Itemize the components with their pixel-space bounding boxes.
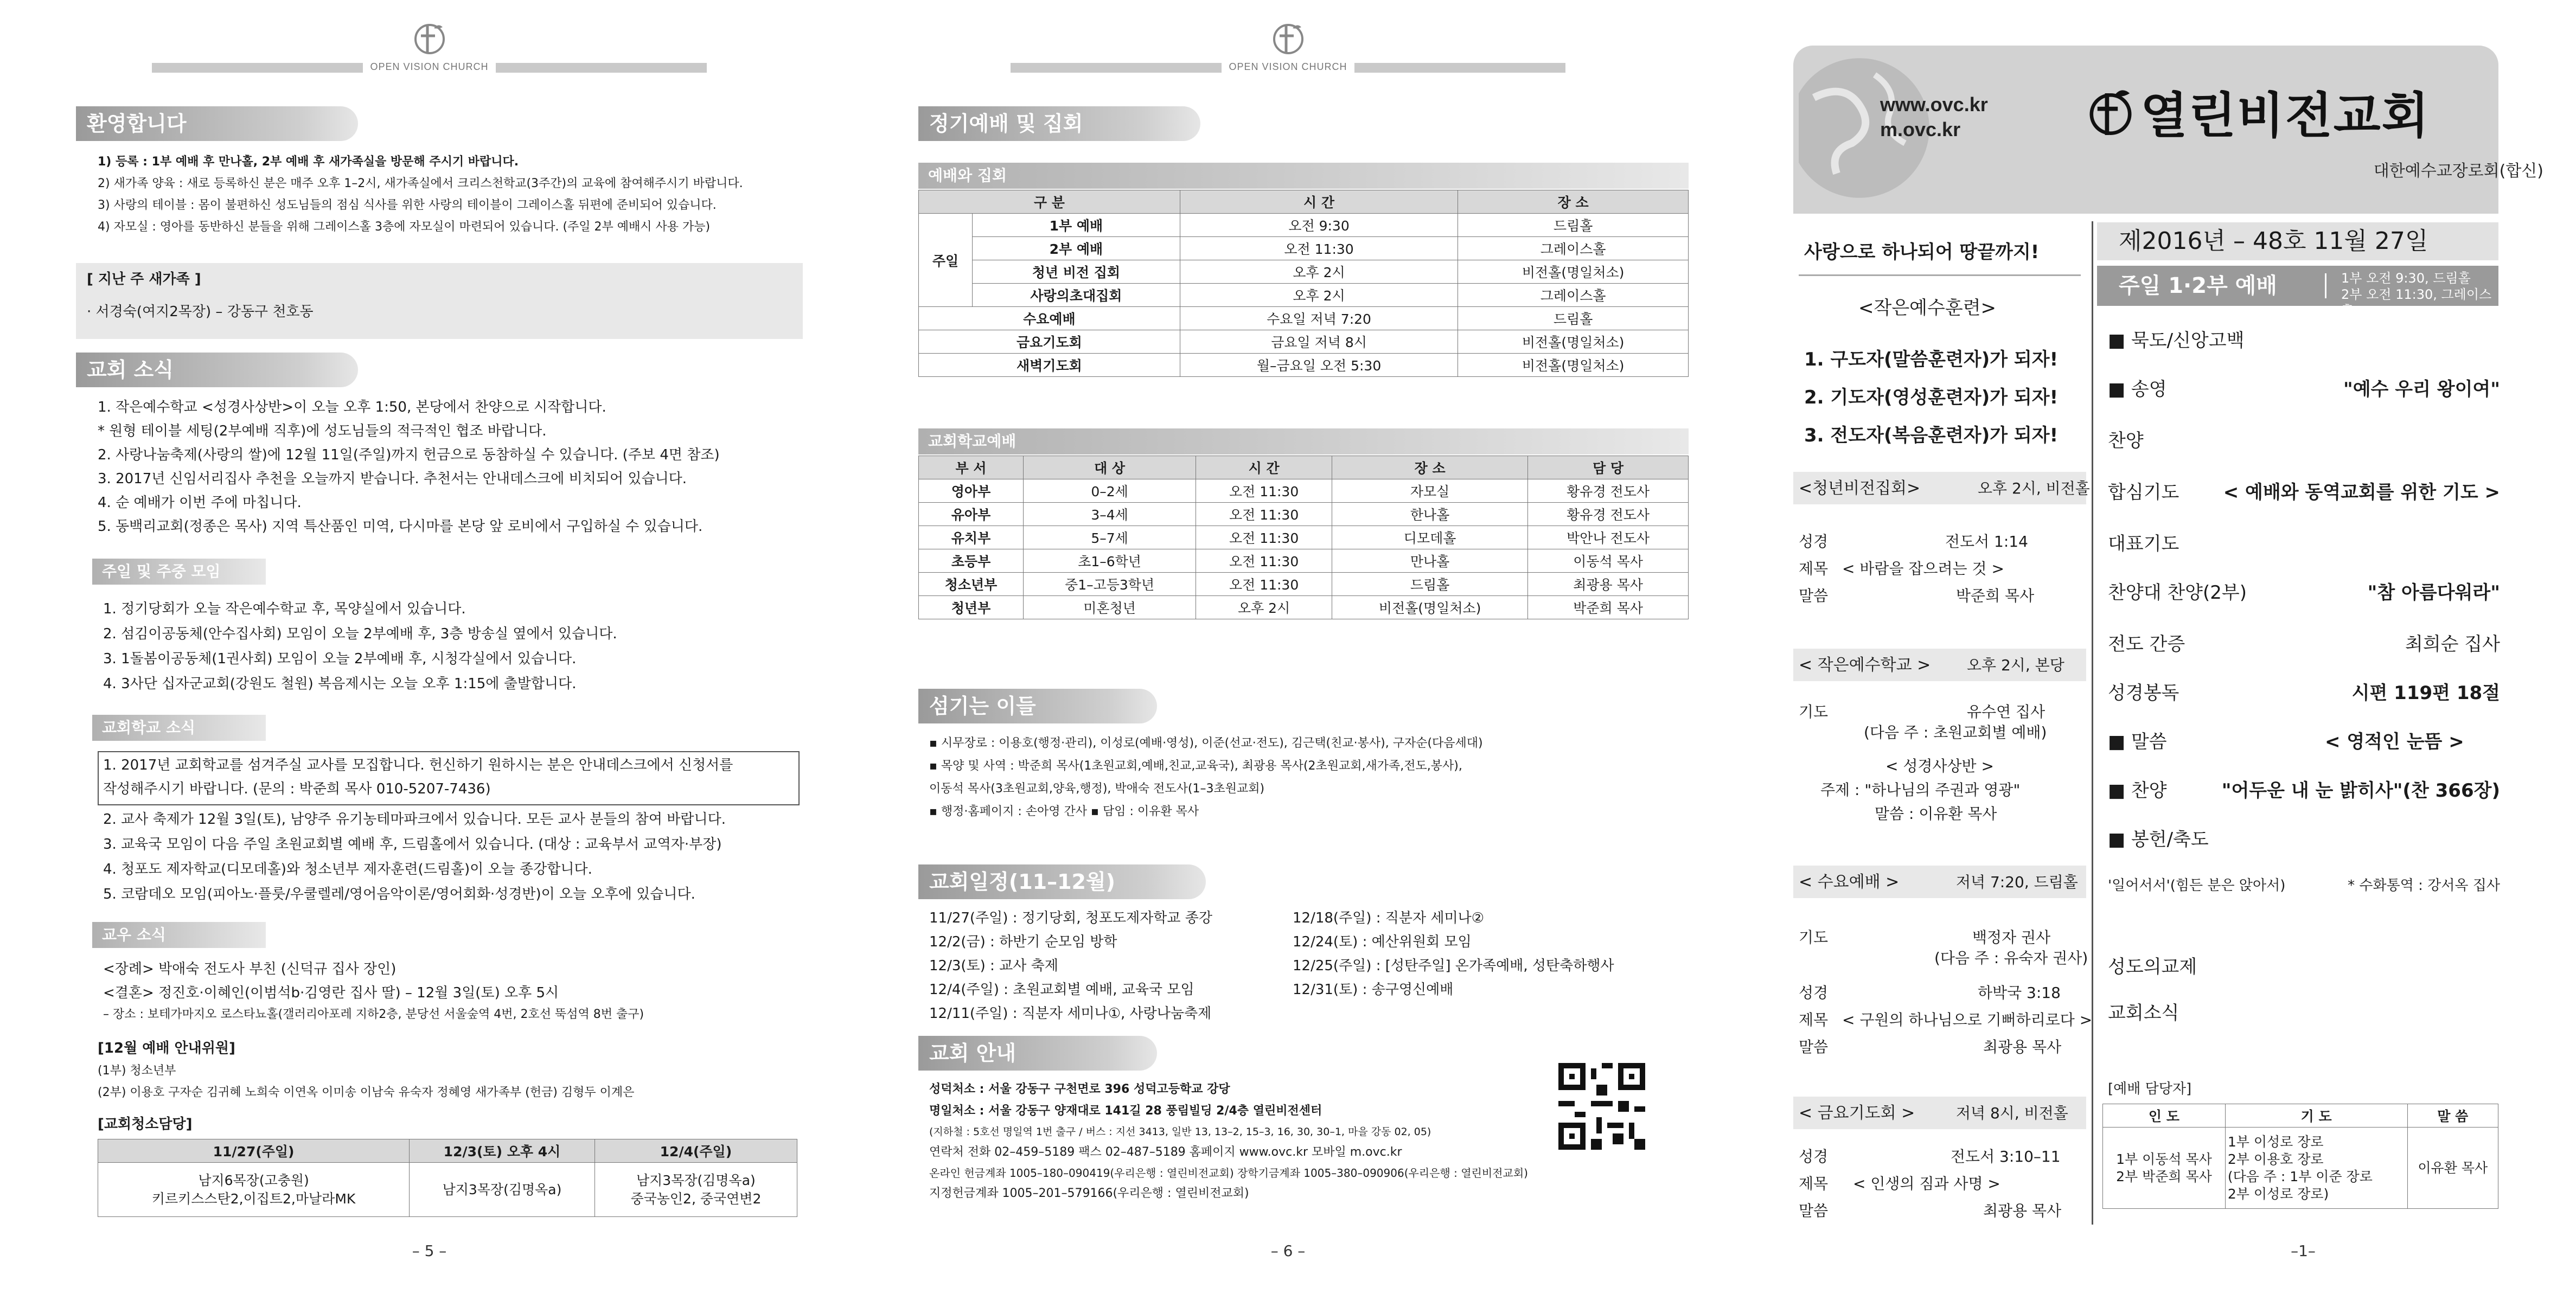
- order-value: "어두운 내 눈 밝히사"(찬 366장): [2221, 780, 2500, 802]
- ushers-title: [12월 예배 안내위원]: [98, 1040, 235, 1056]
- school-speaker: 말씀 : 이유환 목사: [1875, 805, 1997, 823]
- worship-cell: 수요예배: [919, 307, 1180, 330]
- cleaning-header: 12/3(토) 오후 4시: [410, 1139, 595, 1163]
- welcome-item: 4) 자모실 : 영아를 동반하신 분들을 위해 그레이스홀 3층에 자모실이 마련되어 있습니다. (주일 2부 예배시 사용 가능): [98, 220, 711, 234]
- worship-sub: 예배와 집회: [918, 163, 1689, 189]
- school-time: 오후 2시, 본당: [1967, 656, 2064, 674]
- order-label: 찬양대 찬양(2부): [2108, 582, 2247, 604]
- small-jesus-item: 3. 전도자(복음훈련자)가 되자!: [1804, 425, 2059, 446]
- schedule-item: 12/24(토) : 예산위원회 모임: [1293, 934, 1472, 950]
- news-item: 2. 사랑나눔축제(사랑의 쌀)에 12월 11일(주일)까지 헌금으로 동참하실 수 있습니다. (주보 4면 참조): [98, 447, 720, 463]
- welcome-item: 1) 등록 : 1부 예배 후 만나홀, 2부 예배 후 새가족실을 방문해 주시기 바랍니다.: [98, 155, 519, 169]
- youth-label: 말씀: [1799, 587, 1829, 605]
- worship-header: 장 소: [1458, 190, 1689, 214]
- cleaning-cell: 남지3목장(김명옥a): [410, 1163, 595, 1217]
- school-cell: 자모실: [1332, 479, 1528, 503]
- youth-time: 오후 2시, 비전홀: [1978, 479, 2090, 497]
- member-news-item: <결혼> 정진호·이혜인(이범석b·김영란 집사 딸) – 12월 3일(토) 오후 5시: [103, 985, 559, 1001]
- fri-title: < 금요기도회 >: [1799, 1104, 1915, 1123]
- school-cell: 초등부: [919, 549, 1024, 573]
- fri-label: 제목: [1799, 1175, 1829, 1193]
- order-label: ■ 묵도/신앙고백: [2108, 330, 2245, 351]
- small-jesus-item: 2. 기도자(영성훈련자)가 되자!: [1804, 387, 2059, 408]
- school-cell: 디모데홀: [1332, 526, 1528, 549]
- meeting-item: 2. 섬김이공동체(안수집사회) 모임이 오늘 2부예배 후, 3층 방송실 옆에서 있습니다.: [103, 626, 617, 642]
- fri-label: 말씀: [1799, 1202, 1829, 1220]
- worship-header: 시 간: [1180, 190, 1458, 214]
- school-cell: 한나홀: [1332, 503, 1528, 526]
- guide-item: 성덕처소 : 서울 강동구 구천면로 396 성덕고등학교 강당: [929, 1082, 1230, 1096]
- page-1-cover: [1717, 0, 2576, 1294]
- worship-title: 정기예배 및 집회: [918, 106, 1200, 141]
- order-label: ■ 송영: [2108, 379, 2167, 400]
- small-jesus-item: 1. 구도자(말씀훈련자)가 되자!: [1804, 349, 2059, 370]
- order-label: 합심기도: [2108, 482, 2179, 503]
- school-header: 부 서: [919, 456, 1024, 479]
- staff-cell: 1부 이성로 장로 2부 이용호 장로 (다음 주 : 1부 이준 장로 2부 이성로 장로): [2225, 1128, 2407, 1209]
- servants-item: 이동석 목사(3초원교회,양육,행정), 박애숙 전도사(1–3초원교회): [929, 782, 1265, 796]
- school-title: < 작은예수학교 >: [1799, 656, 1931, 675]
- page-6: [859, 0, 1717, 1294]
- column-divider: [2092, 221, 2093, 1225]
- wed-value: 백정자 권사: [1972, 928, 2051, 946]
- divider: [1799, 274, 2081, 276]
- church-logo-icon: [1267, 16, 1310, 60]
- order-value: < 예배와 동역교회를 위한 기도 >: [2223, 482, 2500, 503]
- school-prayer: 유수연 집사: [1967, 703, 2046, 721]
- sunday-meetings-title: 주일 및 주중 모임: [92, 559, 266, 585]
- meeting-item: 4. 3사단 십자군교회(강원도 철원) 복음제시는 오늘 오후 1:15에 출발합니다.: [103, 676, 577, 692]
- worship-header: 구 분: [919, 190, 1180, 214]
- member-news-title: 교우 소식: [92, 922, 266, 948]
- staff-header: 기 도: [2225, 1104, 2407, 1128]
- school-cell: 초1–6학년: [1024, 549, 1196, 573]
- worship-cell: 비전홀(명일처소): [1458, 260, 1689, 284]
- youth-value: 전도서 1:14: [1945, 533, 2028, 550]
- header-church-name: OPEN VISION CHURCH: [1229, 61, 1347, 72]
- school-item: 1. 2017년 교회학교를 섬겨주실 교사를 모집합니다. 헌신하기 원하시는 분은 안내데스크에서 신청서를: [103, 757, 733, 773]
- order-value: 최희순 집사: [2405, 633, 2500, 655]
- fri-label: 성경: [1799, 1148, 1829, 1165]
- staff-header: 말 씀: [2407, 1104, 2498, 1128]
- worship-cell: 오후 2시: [1180, 284, 1458, 307]
- page-number: – 5 –: [412, 1242, 447, 1260]
- school-item: 작성해주시기 바랍니다. (문의 : 박준희 목사 010-5207-7436): [103, 781, 491, 797]
- worship-cell: 그레이스홀: [1458, 237, 1689, 260]
- guide-item: 지정헌금계좌 1005–201–579166(우리은행 : 열린비전교회): [929, 1187, 1249, 1200]
- school-table: [918, 456, 1689, 619]
- issue-date: 제2016년 – 48호 11월 27일: [2097, 222, 2498, 260]
- church-logo-icon: [408, 16, 451, 60]
- header-church-name: OPEN VISION CHURCH: [370, 61, 489, 72]
- schedule-item: 11/27(주일) : 정기당회, 청포도제자학교 종강: [929, 910, 1213, 926]
- rise-note: '일어서서'(힘든 분은 앉아서): [2108, 877, 2286, 894]
- school-news-title: 교회학교 소식: [92, 715, 266, 741]
- worship-cell: 그레이스홀: [1458, 284, 1689, 307]
- cleaning-header: 12/4(주일): [595, 1139, 797, 1163]
- order-label: 전도 간증: [2108, 633, 2185, 655]
- school-cell: 오후 2시: [1196, 596, 1332, 619]
- youth-value: 박준희 목사: [1956, 587, 2035, 605]
- order-label: 성경봉독: [2108, 682, 2179, 704]
- worship-group: 주일: [919, 214, 973, 307]
- order-value: 시편 119편 18절: [2351, 682, 2500, 704]
- schedule-item: 12/11(주일) : 직분자 세미나①, 사랑나눔축제: [929, 1005, 1212, 1022]
- guide-title: 교회 안내: [918, 1036, 1157, 1071]
- service-divider: [2325, 273, 2326, 298]
- worship-cell: 오전 9:30: [1180, 214, 1458, 237]
- youth-value: < 바람을 잡으려는 것 >: [1842, 560, 2004, 578]
- school-cell: 청년부: [919, 596, 1024, 619]
- welcome-item: 2) 새가족 양육 : 새로 등록하신 분은 매주 오후 1–2시, 새가족실에서 크리스천학교(3주간)의 교육에 참여해주시기 바랍니다.: [98, 177, 743, 190]
- wed-label: 성경: [1799, 984, 1829, 1002]
- service-time: 1부 오전 9:30, 드림홀: [2341, 271, 2471, 286]
- school-cell: 오전 11:30: [1196, 573, 1332, 596]
- guide-item: 연락처 전화 02–459–5189 팩스 02–487–5189 홈페이지 www.ovc.kr 모바일 m.ovc.kr: [929, 1145, 1402, 1159]
- school-cell: 유치부: [919, 526, 1024, 549]
- schedule-item: 12/4(주일) : 초원교회별 예배, 교육국 모임: [929, 982, 1194, 998]
- worship-cell: 사랑의초대집회: [973, 284, 1180, 307]
- wed-value: 하박국 3:18: [1978, 984, 2061, 1002]
- church-name: 열린비전교회: [2140, 87, 2430, 144]
- after-item: 교회소식: [2108, 1002, 2179, 1024]
- worship-cell: 드림홀: [1458, 214, 1689, 237]
- wed-title: < 수요예배 >: [1799, 873, 1900, 892]
- school-cell: 5–7세: [1024, 526, 1196, 549]
- worship-cell: 비전홀(명일처소): [1458, 354, 1689, 377]
- church-logo-icon: [2086, 81, 2135, 141]
- staff-title: [예배 담당자]: [2108, 1081, 2192, 1097]
- youth-label: 제목: [1799, 560, 1829, 578]
- meeting-item: 3. 1돌봄이공동체(1권사회) 모임이 오늘 2부예배 후, 시청각실에서 있습니다.: [103, 651, 577, 667]
- website-url[interactable]: www.ovc.kr: [1880, 93, 1988, 116]
- guide-item: (지하철 : 5호선 명일역 1번 출구 / 버스 : 지선 3413, 일반 13, 13–2, 15–3, 16, 30, 30–1, 마을 강동 02, 05): [929, 1126, 1431, 1138]
- cleaning-cell: 남지3목장(김명옥a) 중국농인2, 중국연변2: [595, 1163, 797, 1217]
- staff-cell: 이유환 목사: [2407, 1128, 2498, 1209]
- cleaning-cell: 남지6목장(고충원) 키르키스스탄2,이집트2,마날라MK: [98, 1163, 410, 1217]
- school-cell: 3–4세: [1024, 503, 1196, 526]
- wed-time: 저녁 7:20, 드림홀: [1956, 873, 2078, 891]
- worship-cell: 오후 2시: [1180, 260, 1458, 284]
- cleaning-table: [98, 1139, 797, 1217]
- news-title: 교회 소식: [76, 353, 358, 387]
- news-item: 4. 순 예배가 이번 주에 마칩니다.: [98, 495, 302, 511]
- service-title: 주일 1·2부 예배: [2119, 273, 2277, 298]
- servants-title: 섬기는 이들: [918, 689, 1157, 723]
- school-cell: 0–2세: [1024, 479, 1196, 503]
- member-news-item: <장례> 박애숙 전도사 부친 (신덕규 집사 장인): [103, 961, 397, 977]
- school-sub: 교회학교예배: [918, 428, 1689, 454]
- mobile-url[interactable]: m.ovc.kr: [1880, 118, 1961, 140]
- school-cell: 오전 11:30: [1196, 479, 1332, 503]
- offering-note: * 수화통역 : 강서옥 집사: [2348, 877, 2500, 894]
- order-value: "예수 우리 왕이여": [2343, 379, 2500, 400]
- page-number: –1–: [2291, 1242, 2316, 1260]
- servants-item: ▪ 시무장로 : 이용호(행정·관리), 이성로(예배·영성), 이준(선교·전도), 김근택(친교·봉사), 구자순(다음세대): [929, 736, 1483, 750]
- school-cell: 오전 11:30: [1196, 549, 1332, 573]
- cleaning-title: [교회청소담당]: [98, 1116, 193, 1132]
- schedule-item: 12/2(금) : 하반기 순모임 방학: [929, 934, 1117, 950]
- school-item: 4. 청포도 제자학교(디모데홀)와 청소년부 제자훈련(드림홀)이 오늘 종강합니다.: [103, 861, 592, 877]
- order-label: ■ 말씀: [2108, 731, 2167, 753]
- header-bar: [152, 63, 707, 73]
- worship-cell: 월–금요일 오전 5:30: [1180, 354, 1458, 377]
- worship-cell: 새벽기도회: [919, 354, 1180, 377]
- school-theme: 주제 : "하나님의 주권과 영광": [1820, 781, 2021, 799]
- fri-time: 저녁 8시, 비전홀: [1956, 1104, 2068, 1122]
- service-time: 2부 오전 11:30, 그레이스홀: [2341, 287, 2492, 318]
- wed-value: 최광용 목사: [1983, 1038, 2062, 1056]
- news-item: 3. 2017년 신임서리집사 추천을 오늘까지 받습니다. 추천서는 안내데스크에 비치되어 있습니다.: [98, 471, 687, 487]
- school-item: 5. 코람데오 모임(피아노·플룻/우쿨렐레/영어음악이론/영어회화·성경반)이 오늘 오후에 있습니다.: [103, 886, 695, 902]
- news-item: * 원형 테이블 세팅(2부예배 직후)에 성도님들의 적극적인 협조 바랍니다.: [98, 423, 547, 439]
- servants-item: ▪ 목양 및 사역 : 박준희 목사(1초원교회,예배,친교,교육국), 최광용 목사(2초원교회,새가족,전도,봉사),: [929, 759, 1462, 773]
- school-cell: 영아부: [919, 479, 1024, 503]
- welcome-title: 환영합니다: [76, 106, 358, 141]
- denomination: 대한예수교장로회(합신): [2373, 162, 2543, 181]
- wed-value: < 구원의 하나님으로 기뻐하리로다 >: [1842, 1011, 2093, 1029]
- worship-cell: 수요일 저녁 7:20: [1180, 307, 1458, 330]
- page-number: – 6 –: [1270, 1242, 1306, 1260]
- order-label: ■ 봉헌/축도: [2108, 829, 2209, 850]
- servants-item: ▪ 행정·홈페이지 : 손아영 간사 ▪ 담임 : 이유환 목사: [929, 805, 1199, 818]
- youth-label: 성경: [1799, 533, 1829, 550]
- worship-table: [918, 190, 1689, 377]
- worship-cell: 드림홀: [1458, 307, 1689, 330]
- school-cell: 미혼청년: [1024, 596, 1196, 619]
- welcome-item: 3) 사랑의 테이블 : 몸이 불편하신 성도님들의 점심 식사를 위한 사랑의 테이블이 그레이스홀 뒤편에 준비되어 있습니다.: [98, 198, 717, 212]
- worship-cell: 2부 예배: [973, 237, 1180, 260]
- school-cell: 청소년부: [919, 573, 1024, 596]
- staff-table: [2102, 1104, 2498, 1209]
- schedule-item: 12/31(토) : 송구영신예배: [1293, 982, 1454, 998]
- ushers-second: (2부) 이용호 구자순 김귀혜 노희숙 이연옥 이미송 이남숙 유숙자 정혜영 새가족부 (헌금) 김형두 이계은: [98, 1086, 635, 1099]
- guide-item: 명일처소 : 서울 강동구 양재대로 141길 28 풍림빌딩 2/4층 열린비전센터: [929, 1104, 1322, 1118]
- fri-value: 전도서 3:10–11: [1951, 1148, 2061, 1165]
- order-value: < 영적인 눈뜸 >: [2325, 731, 2464, 753]
- order-label: 대표기도: [2108, 533, 2179, 555]
- school-item: 2. 교사 축제가 12월 3일(토), 남양주 유기농테마파크에서 있습니다. 모든 교사 분들의 참여 바랍니다.: [103, 811, 726, 828]
- wed-value: (다음 주 : 유숙자 권사): [1934, 949, 2088, 967]
- wed-label: 말씀: [1799, 1038, 1829, 1056]
- worship-cell: 금요기도회: [919, 330, 1180, 354]
- wed-label: 기도: [1799, 928, 1829, 946]
- school-header: 대 상: [1024, 456, 1196, 479]
- news-item: 1. 작은예수학교 <성경사상반>이 오늘 오후 1:50, 본당에서 찬양으로 시작합니다.: [98, 399, 606, 415]
- school-cell: 비전홀(명일처소): [1332, 596, 1528, 619]
- wed-label: 제목: [1799, 1011, 1829, 1029]
- schedule-item: 12/25(주일) : [성탄주일] 온가족예배, 성탄축하행사: [1293, 958, 1614, 974]
- order-value: "참 아름다워라": [2367, 582, 2500, 604]
- school-cell: 이동석 목사: [1528, 549, 1689, 573]
- school-cell: 중1–고등3학년: [1024, 573, 1196, 596]
- fri-value: < 인생의 짐과 사명 >: [1853, 1175, 2000, 1193]
- staff-header: 인 도: [2103, 1104, 2226, 1128]
- worship-cell: 1부 예배: [973, 214, 1180, 237]
- school-cell: 황유경 전도사: [1528, 479, 1689, 503]
- order-label: ■ 찬양: [2108, 780, 2167, 802]
- school-class: < 성경사상반 >: [1885, 757, 1994, 775]
- school-header: 시 간: [1196, 456, 1332, 479]
- guide-item: 온라인 헌금계좌 1005–180–090419(우리은행 : 열린비전교회) 장학기금계좌 1005–380–090906(우리은행 : 열린비전교회): [929, 1167, 1528, 1180]
- school-cell: 황유경 전도사: [1528, 503, 1689, 526]
- school-cell: 오전 11:30: [1196, 503, 1332, 526]
- order-label: 찬양: [2108, 430, 2144, 452]
- worship-cell: 청년 비전 집회: [973, 260, 1180, 284]
- qr-code-icon: [1558, 1063, 1645, 1150]
- youth-title: <청년비전집회>: [1799, 479, 1921, 498]
- school-cell: 드림홀: [1332, 573, 1528, 596]
- school-cell: 박준희 목사: [1528, 596, 1689, 619]
- school-cell: 오전 11:30: [1196, 526, 1332, 549]
- meeting-item: 1. 정기당회가 오늘 작은예수학교 후, 목양실에서 있습니다.: [103, 601, 466, 617]
- school-cell: 최광용 목사: [1528, 573, 1689, 596]
- ushers-first: (1부) 청소년부: [98, 1064, 176, 1078]
- school-cell: 만나홀: [1332, 549, 1528, 573]
- school-item: 3. 교육국 모임이 다음 주일 초원교회별 예배 후, 드림홀에서 있습니다. (대상 : 교육부서 교역자·부장): [103, 836, 722, 853]
- news-item: 5. 동백리교회(정종은 목사) 지역 특산품인 미역, 다시마를 본당 앞 로비에서 구입하실 수 있습니다.: [98, 518, 703, 535]
- page-5: [0, 0, 859, 1294]
- school-prayer-note: (다음 주 : 초원교회별 예배): [1864, 723, 2047, 741]
- worship-cell: 오전 11:30: [1180, 237, 1458, 260]
- school-cell: 박안나 전도사: [1528, 526, 1689, 549]
- worship-cell: 금요일 저녁 8시: [1180, 330, 1458, 354]
- header-bar: [1011, 63, 1565, 73]
- member-news-item: – 장소 : 보테가마지오 로스타뇨홀(갤러리아포레 지하2층, 분당선 서울숲역 4번, 2호선 뚝섬역 8번 출구): [103, 1008, 644, 1021]
- school-prayer-label: 기도: [1799, 703, 1829, 721]
- last-week-member: · 서경숙(여지2목장) – 강동구 천호동: [87, 304, 314, 320]
- small-jesus-title: <작은예수훈련>: [1858, 297, 1997, 319]
- school-header: 장 소: [1332, 456, 1528, 479]
- school-header: 담 당: [1528, 456, 1689, 479]
- last-week-label: [ 지난 주 새가족 ]: [87, 271, 201, 287]
- cleaning-header: 11/27(주일): [98, 1139, 410, 1163]
- staff-cell: 1부 이동석 목사 2부 박준희 목사: [2103, 1128, 2226, 1209]
- worship-cell: 비전홀(명일처소): [1458, 330, 1689, 354]
- school-cell: 유아부: [919, 503, 1024, 526]
- fri-value: 최광용 목사: [1983, 1202, 2062, 1220]
- schedule-title: 교회일정(11–12월): [918, 864, 1206, 899]
- schedule-item: 12/18(주일) : 직분자 세미나②: [1293, 910, 1485, 926]
- after-item: 성도의교제: [2108, 956, 2197, 978]
- service-box: [2097, 266, 2498, 318]
- cover-urls: [1880, 92, 1988, 142]
- schedule-item: 12/3(토) : 교사 축제: [929, 958, 1058, 974]
- motto: 사랑으로 하나되어 땅끝까지!: [1804, 241, 2040, 263]
